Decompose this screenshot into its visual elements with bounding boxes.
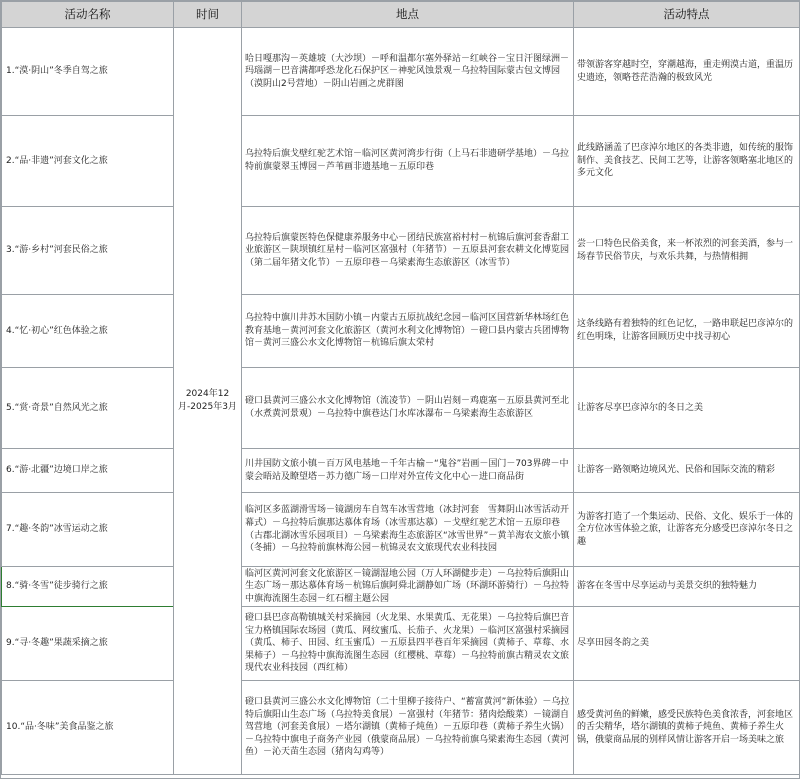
activity-feature: 感受黄河鱼的鲜嫩，感受民族特色美食浓香，河套地区的舌尖精华，塔尔湖镇的黄柿子炖鱼、黄柿子养生火锅，俄蒙商品展的别样风情让游客开启一场美味之旅	[574, 681, 800, 775]
activity-location: 川井国防文旅小镇－百万风电基地－千年古榆－“鬼谷”岩画－国门－703界碑－中蒙会晤站及瞭望塔－苏力德广场－口岸对外宣传文化中心－进口商品街	[242, 449, 574, 493]
activity-name: 1.“漠·阴山”冬季自驾之旅	[2, 28, 174, 116]
header-location: 地点	[242, 2, 574, 28]
table-row	[2, 207, 800, 295]
activity-location: 乌拉特后旗戈壁红驼艺术馆－临河区黄河湾步行街（上马石非遗研学基地）－乌拉特前旗蒙翠玉博园－芦苇画非遗基地－五原印巷	[242, 116, 574, 207]
table-row	[2, 607, 800, 681]
activity-location: 临河区多蓝湖滑雪场－镜湖房车自驾车冰雪营地（冰封河套 雪舞阴山冰雪活动开幕式）－乌拉特后旗那达慕体育场（冰雪那达慕）－戈壁红驼艺术馆－五原印巷（古郡北湖冰雪乐园项目）－乌梁素海生态旅游区“冰雪世界”－黄羊海农文旅小镇（冬捕）－乌拉特前旗林海公园－杭锦灵农文旅现代农业科技园	[242, 493, 574, 567]
activity-location: 乌拉特中旗川井苏木国防小镇－内蒙古五原抗战纪念园－临河区国营新华林场红色教育基地－黄河河套文化旅游区（黄河水利文化博物馆）－磴口县内蒙古兵团博物馆－黄河三盛公水文化博物馆－杭锦后旗太荣村	[242, 295, 574, 368]
table-header-row	[2, 2, 800, 28]
activity-location: 哈日嘎那沟－英雄坡（大沙坝）－呼和温都尔塞外驿站－红峡谷－宝日汗图绿洲－玛瑙湖－巴音满都呼恐龙化石保护区－神驼风蚀景观－乌拉特国际蒙古包文博园（漠阴山2号营地）－阴山岩画之虎群图	[242, 28, 574, 116]
activity-name: 9.“寻·冬趣”果蔬采摘之旅	[2, 607, 174, 681]
activity-name: 4.“忆·初心”红色体验之旅	[2, 295, 174, 368]
activity-feature: 尽享田园冬韵之美	[574, 607, 800, 681]
activity-location: 磴口县黄河三盛公水文化博物馆（流凌节）－阴山岩刻－鸡鹿塞－五原县黄河至北（水煮黄河景观）－乌拉特中旗巷达门水库冰瀑布－乌梁素海生态旅游区	[242, 368, 574, 449]
activity-location: 乌拉特后旗蒙医特色保健康养服务中心－团结民族富裕村村－杭锦后旗河套香甜工业旅游区－陕坝镇红星村－临河区富强村（年猪节）－五原县河套农耕文化博览园（第二届年猪文化节）－五原印巷－乌梁素海生态旅游区（冰雪节）	[242, 207, 574, 295]
activity-name: 6.“游·北疆”边境口岸之旅	[2, 449, 174, 493]
activity-location: 磴口县巴彦高勒镇城关村采摘园（火龙果、水果黄瓜、无花果）－乌拉特后旗巴音宝力格镇国际农场园（黄瓜、网纹蜜瓜、长茄子、火龙果）－临河区富强村采摘园（黄瓜、柿子、田园、红玉蜜瓜）－五原县四平巷百年采摘园（黄柿子、草莓、水果柿子）－乌拉特中旗海流图生态园（红樱桃、草莓）－乌拉特前旗古精灵农文旅现代农业科技园（西红柿）	[242, 607, 574, 681]
activity-feature: 此线路涵盖了巴彦淖尔地区的各类非遗，如传统的服饰制作、美食技艺、民间工艺等，让游客领略塞北地区的多元文化	[574, 116, 800, 207]
activity-name: 7.“趣·冬韵”冰雪运动之旅	[2, 493, 174, 567]
table-row	[2, 295, 800, 368]
activity-feature: 为游客打造了一个集运动、民俗、文化、娱乐于一体的全方位冰雪体验之旅，让游客充分感受巴彦淖尔冬日之趣	[574, 493, 800, 567]
header-time: 时间	[174, 2, 242, 28]
table-row	[2, 368, 800, 449]
activity-feature: 让游客一路领略边境风光、民俗和国际交流的精彩	[574, 449, 800, 493]
table-row	[2, 449, 800, 493]
header-feature: 活动特点	[574, 2, 800, 28]
table-row	[2, 493, 800, 567]
table-row	[2, 28, 800, 116]
activity-feature: 让游客尽享巴彦淖尔的冬日之美	[574, 368, 800, 449]
activity-name: 5.“赏·奇景”自然风光之旅	[2, 368, 174, 449]
table-row	[2, 116, 800, 207]
activity-feature: 这条线路有着独特的红色记忆，一路串联起巴彦淖尔的红色明珠，让游客回顾历史中找寻初心	[574, 295, 800, 368]
activity-feature: 游客在冬雪中尽享运动与美景交织的独特魅力	[574, 567, 800, 607]
activity-name: 2.“品·非遗”河套文化之旅	[2, 116, 174, 207]
activity-feature: 尝一口特色民俗美食，来一杯浓烈的河套美酒，参与一场春节民俗节庆，与欢乐共舞，与热情相拥	[574, 207, 800, 295]
activity-location: 磴口县黄河三盛公水文化博物馆（二十里柳子接待户、“蓄富黄河”新体验）－乌拉特后旗阳山生态广场（乌拉特美食展）－富强村（年猪节：猪肉烩酸菜）－镜湖自驾营地（河套美食展）－塔尔湖镇（黄柿子炖鱼）－五原印巷（黄柿子养生火锅）－乌拉特中旗电子商务产业园（俄蒙商品展）－乌拉特前旗乌梁素海生态园（黄河鱼）－沁天苗生态园（猪肉勾鸡等）	[242, 681, 574, 775]
table-row	[2, 567, 800, 607]
activity-time: 2024年12月-2025年3月	[174, 28, 242, 775]
table-row	[2, 681, 800, 775]
activity-name: 10.“品·冬味”美食品鉴之旅	[2, 681, 174, 775]
activity-name: 8.“骑·冬雪”徒步骑行之旅	[2, 567, 174, 607]
activity-table	[1, 1, 800, 775]
activity-location: 临河区黄河河套文化旅游区－镜湖湿地公园（万人环湖健步走）－乌拉特后旗阳山生态广场－那达慕体育场－杭锦后旗阿舜北湖静如广场（环湖环游骑行）－乌拉特中旗海流图生态园－红石榴主题公园	[242, 567, 574, 607]
activity-name: 3.“游·乡村”河套民俗之旅	[2, 207, 174, 295]
activity-feature: 带领游客穿越时空，穿潮越海，重走朔漠古道，重温历史遗迹，领略苍茫浩瀚的极致风光	[574, 28, 800, 116]
header-activity-name: 活动名称	[2, 2, 174, 28]
